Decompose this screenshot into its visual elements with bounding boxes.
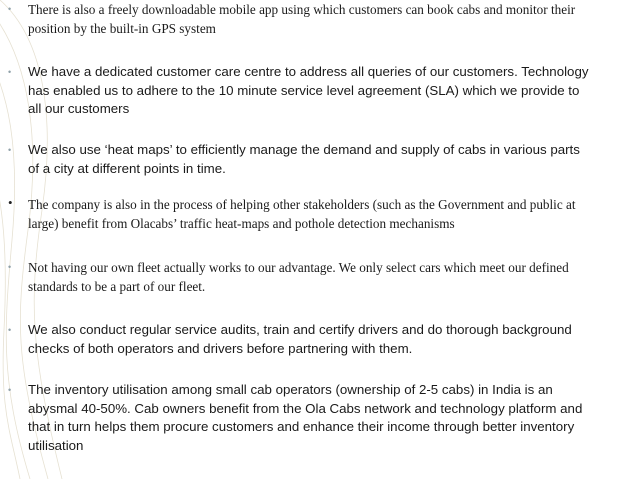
bullet-marker: • <box>8 262 12 272</box>
bullet-marker: • <box>8 4 12 14</box>
bullet-text: Not having our own fleet actually works to our advantage. We only select cars which meet our defined standards to be a part of our fleet. <box>28 260 569 294</box>
bullet-text: The inventory utilisation among small cab operators (ownership of 2-5 cabs) in India is an abysmal 40-50%. Cab owners benefit from the Ola Cabs network and technology platform and that in turn helps them procure customers and enhance their income through better inventory utilisation <box>28 382 583 453</box>
bullet-marker: • <box>8 385 12 395</box>
bullet-text: There is also a freely downloadable mobile app using which customers can book cabs and monitor their position by the built-in GPS system <box>28 2 576 36</box>
bullet-marker: • <box>8 325 12 335</box>
bullet-marker: • <box>8 145 12 155</box>
decorative-curve-4 <box>0 120 20 479</box>
bullet-text: We have a dedicated customer care centre to address all queries of our customers. Technology has enabled us to adhere to the 10 minute service level agreement (SLA) which we provide to all our customers <box>28 64 589 116</box>
bullet-text: The company is also in the process of helping other stakeholders (such as the Government and public at large) benefit from Olacabs’ traffic heat-maps and pothole detection mechanisms <box>28 197 576 231</box>
bullet-marker: • <box>8 195 13 210</box>
bullet-text: We also conduct regular service audits, train and certify drivers and do thorough background checks of both operators and drivers before partnering with them. <box>28 322 572 356</box>
decorative-curve-1 <box>0 40 30 479</box>
bullet-text: We also use ‘heat maps’ to efficiently manage the demand and supply of cabs in various parts of a city at different points in time. <box>28 142 580 176</box>
bullet-marker: • <box>8 67 12 77</box>
